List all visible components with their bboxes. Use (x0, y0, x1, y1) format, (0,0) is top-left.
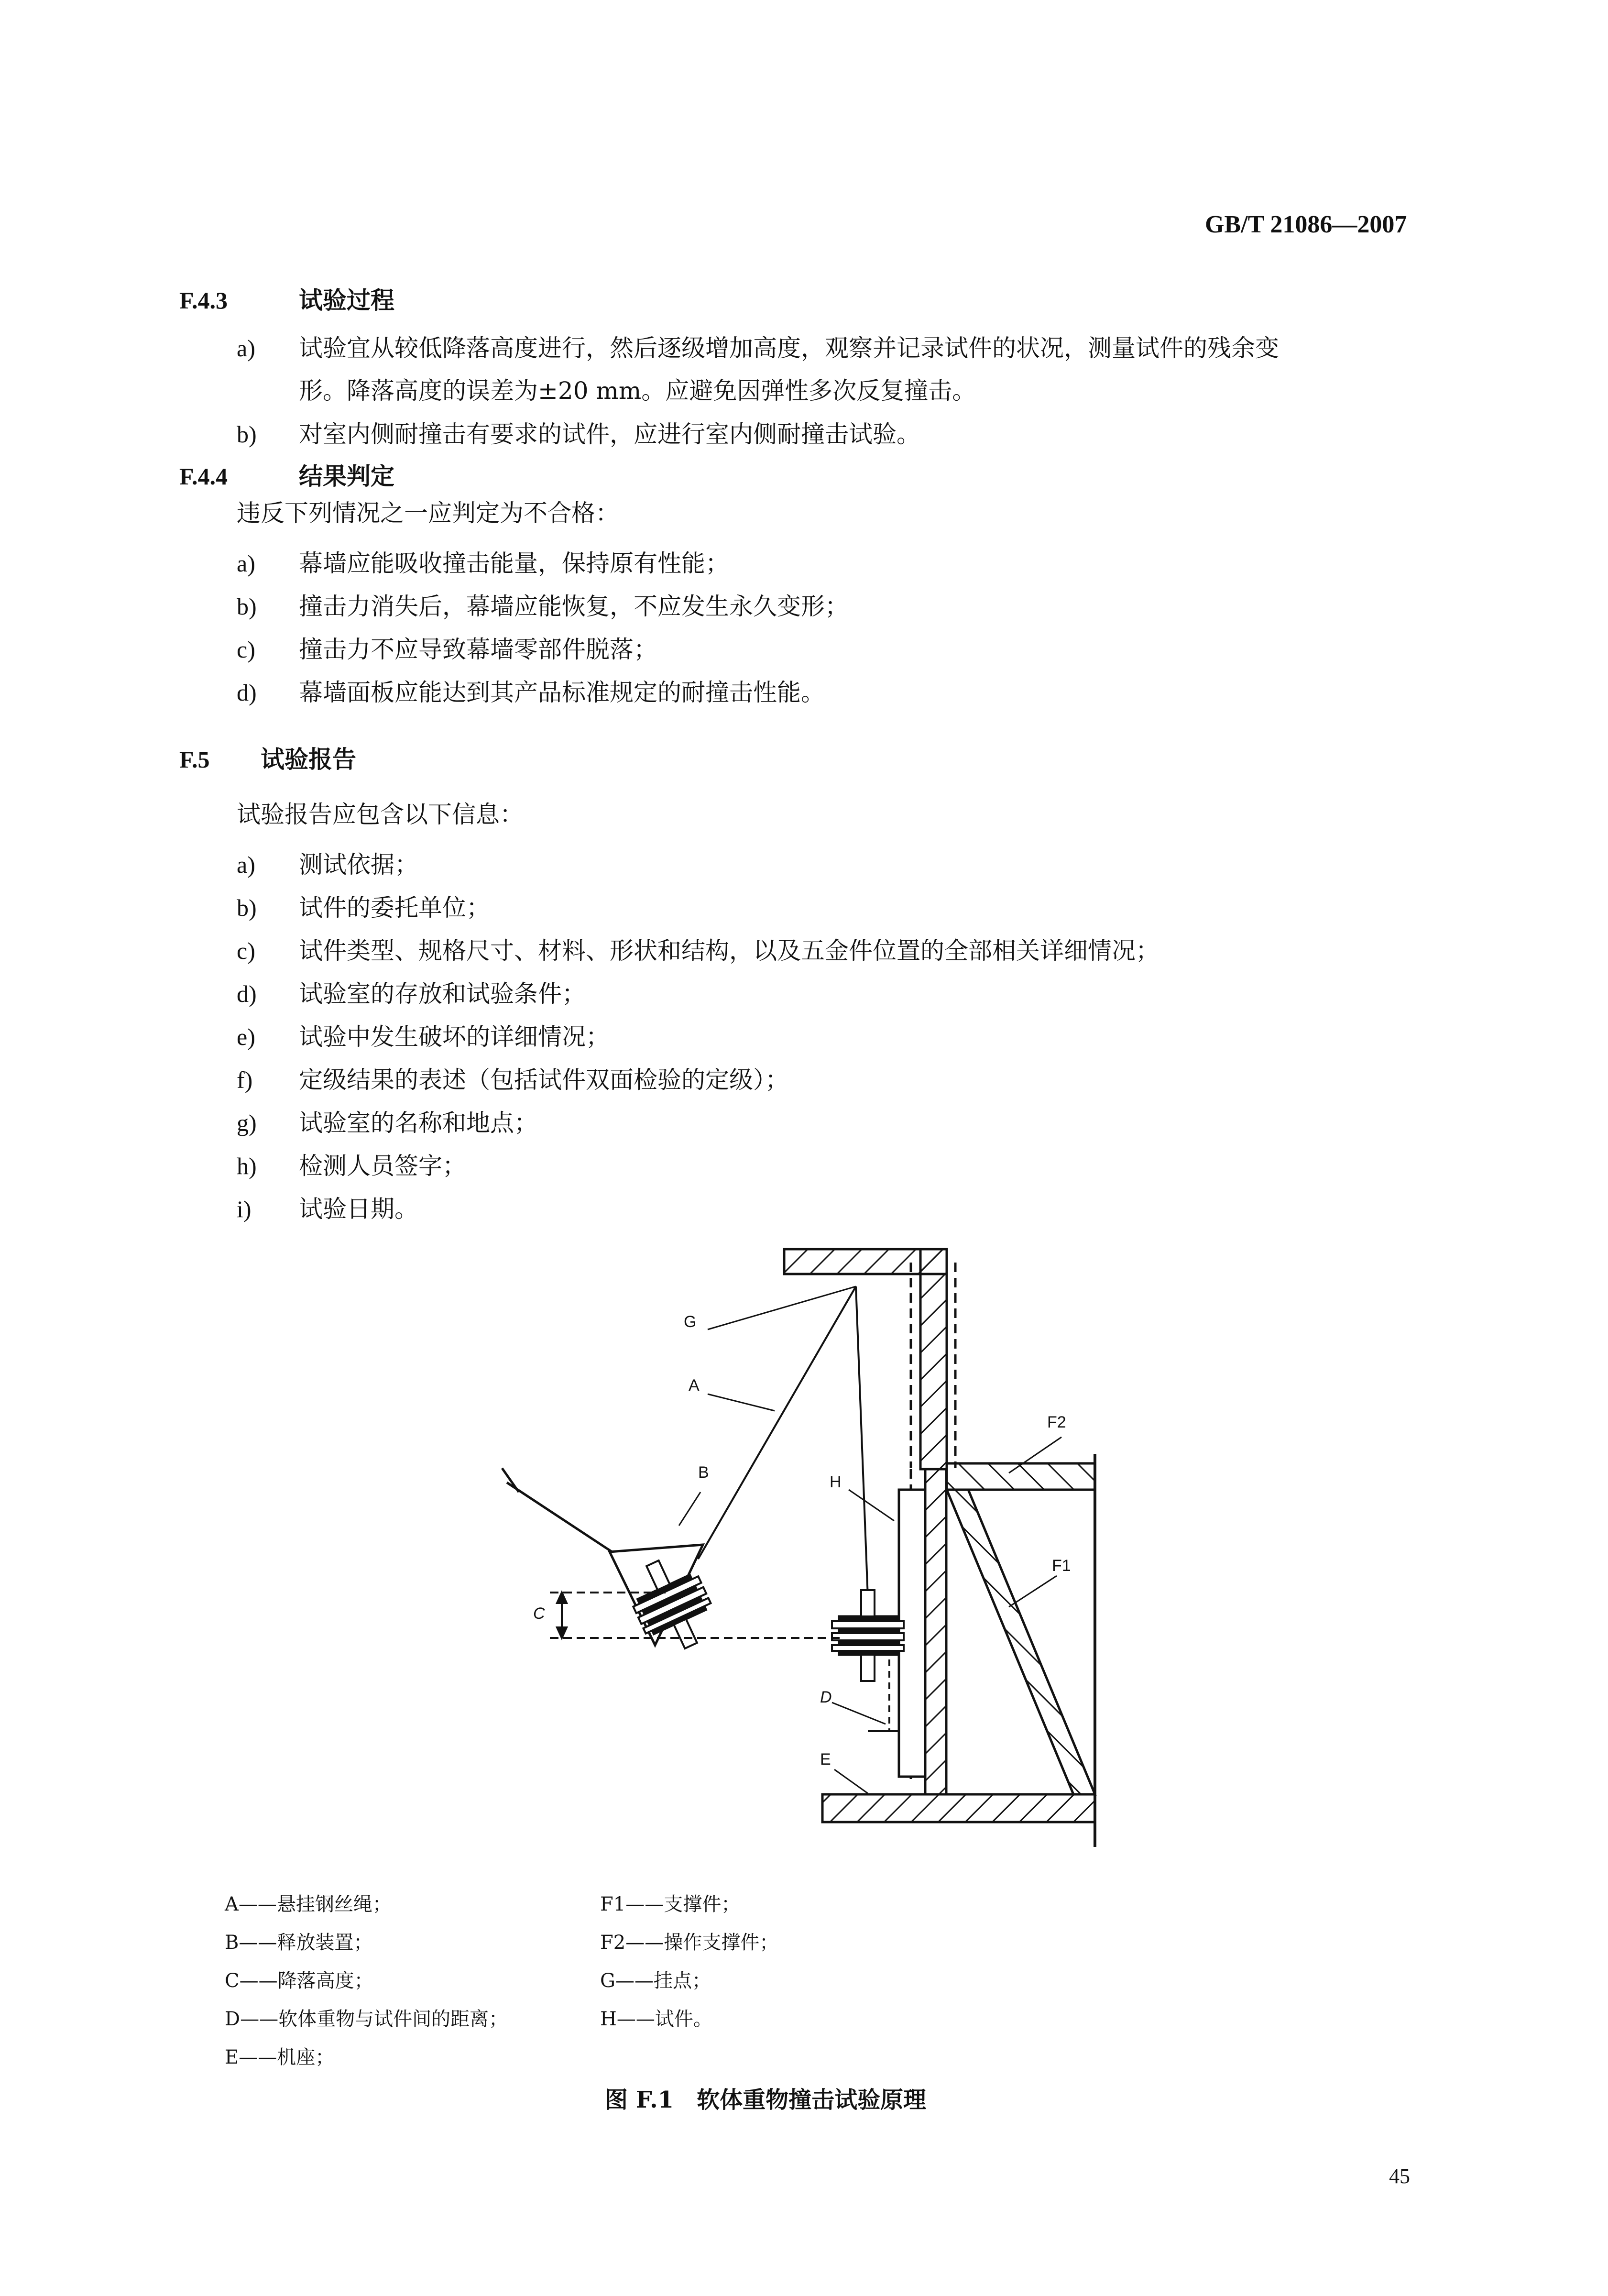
list-item: a) 试验宜从较低降落高度进行，然后逐级增加高度，观察并记录试件的状况，测量试件的残余变 (237, 334, 1279, 362)
hanger-bracket (784, 1249, 955, 1469)
legend-item: C——降落高度； (225, 1970, 373, 1992)
legend-item: H——试件。 (600, 2008, 712, 2030)
support-wall (925, 1469, 946, 1794)
list-item: a) 测试依据； (237, 851, 418, 879)
section-title: 结果判定 (299, 462, 394, 490)
section-number: F.4.4 (179, 463, 228, 490)
label-e: E (820, 1750, 831, 1769)
diagonal-brace (947, 1490, 1095, 1794)
section-title: 试验报告 (261, 745, 356, 773)
section-title: 试验过程 (299, 286, 394, 314)
list-item: c) 试件类型、规格尺寸、材料、形状和结构，以及五金件位置的全部相关详细情况； (237, 937, 1160, 965)
legend-item: G——挂点； (600, 1970, 711, 1992)
section-number: F.4.3 (179, 287, 228, 314)
base (822, 1794, 1095, 1822)
legend-item: E——机座； (225, 2046, 335, 2068)
list-item: c) 撞击力不应导致幕墙零部件脱落； (237, 636, 657, 663)
list-item: d) 幕墙面板应能达到其产品标准规定的耐撞击性能。 (237, 679, 825, 706)
list-item: b) 对室内侧耐撞击有要求的试件，应进行室内侧耐撞击试验。 (237, 420, 920, 448)
page-number: 45 (1389, 2164, 1410, 2188)
suspension-cable (698, 1286, 856, 1559)
label-b: B (698, 1463, 709, 1482)
list-item: a) 幕墙应能吸收撞击能量，保持原有性能； (237, 549, 729, 577)
hanging-weight (832, 1590, 904, 1681)
legend-item: A——悬挂钢丝绳； (225, 1893, 392, 1915)
label-f1: F1 (1052, 1557, 1071, 1575)
label-d: D (820, 1688, 832, 1706)
label-h: H (830, 1473, 842, 1491)
standard-number: GB/T 21086—2007 (1205, 211, 1407, 238)
list-item: g) 试验室的名称和地点； (237, 1109, 538, 1137)
list-item: d) 试验室的存放和试验条件； (237, 980, 586, 1008)
list-item: f) 定级结果的表述（包括试件双面检验的定级）； (237, 1066, 789, 1094)
section-intro: 违反下列情况之一应判定为不合格： (237, 499, 619, 527)
figure-caption: 图 F.1 软体重物撞击试验原理 (605, 2087, 927, 2113)
list-item-continuation: 形。降落高度的误差为±20 mm。应避免因弹性多次反复撞击。 (299, 377, 976, 405)
label-a: A (689, 1376, 700, 1395)
legend-item: F2——操作支撑件； (600, 1932, 779, 1954)
label-g: G (684, 1313, 697, 1331)
section-number: F.5 (179, 746, 210, 773)
list-item: i) 试验日期。 (237, 1195, 418, 1223)
legend-item: D——软体重物与试件间的距离； (225, 2008, 508, 2030)
legend-item: B——释放装置； (225, 1932, 373, 1954)
list-item: e) 试验中发生破坏的详细情况； (237, 1023, 610, 1051)
list-item: h) 检测人员签字； (237, 1152, 466, 1180)
label-c: C (533, 1604, 545, 1623)
section-intro: 试验报告应包含以下信息： (237, 801, 524, 828)
label-f2: F2 (1047, 1413, 1066, 1431)
list-item: b) 试件的委托单位； (237, 894, 490, 922)
list-item: b) 撞击力消失后，幕墙应能恢复，不应发生永久变形； (237, 593, 849, 620)
legend-item: F1——支撑件； (600, 1893, 741, 1915)
